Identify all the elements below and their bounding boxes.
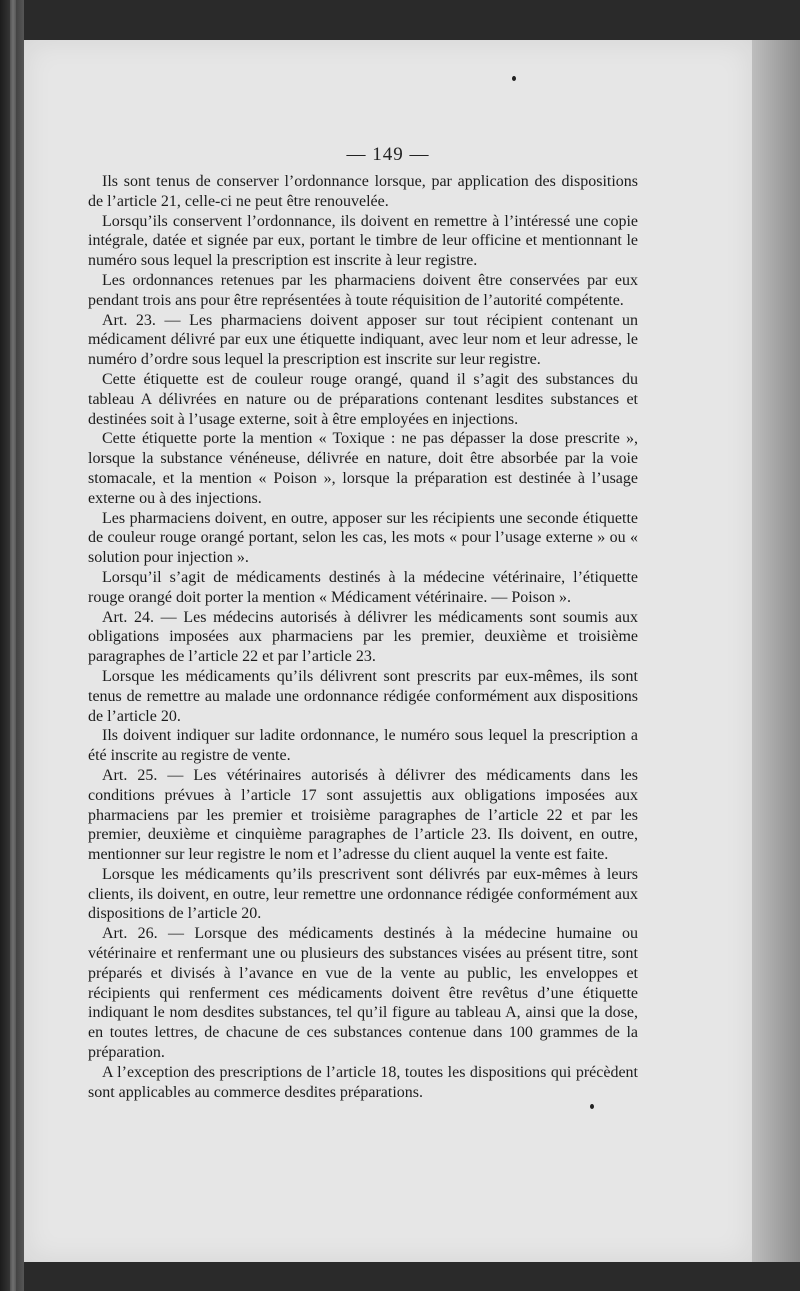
paragraph: Lorsqu’ils conservent l’ordonnance, ils doivent en remettre à l’intéressé une copie intégrale, datée et signée par eux, portant le timbre de leur officine et mentionnant le numéro sous lequel la prescription est inscrite à leur registre.	[88, 212, 638, 270]
paragraph-article-25: Art. 25. — Les vétérinaires autorisés à délivrer des médicaments dans les conditions prévues à l’article 17 sont assujettis aux obligations imposées aux pharmaciens par les premier et troisième paragraphes de l’article 22 et par les premier, deuxième et cinquième paragraphes de l’article 23. Ils doivent, en outre, mentionner sur leur registre le nom et l’adresse du client auquel la vente est faite.	[88, 766, 638, 864]
paragraph: Lorsqu’il s’agit de médicaments destinés à la médecine vétérinaire, l’étiquette rouge orangé doit porter la mention « Médicament vétérinaire. — Poison ».	[88, 568, 638, 606]
ink-speck	[512, 76, 516, 81]
paragraph: A l’exception des prescriptions de l’article 18, toutes les dispositions qui précèdent sont applicables au commerce desdites préparations.	[88, 1063, 638, 1101]
paragraph: Ils doivent indiquer sur ladite ordonnance, le numéro sous lequel la prescription a été inscrite au registre de vente.	[88, 727, 638, 765]
binding-edge	[10, 0, 16, 1291]
paragraph-article-24: Art. 24. — Les médecins autorisés à délivrer les médicaments sont soumis aux obligations imposées aux pharmaciens par les premier, deuxième et troisième paragraphes de l’article 22 et par l’article 23.	[88, 608, 638, 666]
paragraph: Cette étiquette est de couleur rouge orangé, quand il s’agit des substances du tableau A délivrées en nature ou de préparations contenant lesdites substances et destinées soit à l’usage externe, soit à être employées en injections.	[88, 370, 638, 428]
page-edge-strip	[752, 40, 800, 1262]
page-number: — 149 —	[346, 144, 430, 165]
paragraph: Cette étiquette porte la mention « Toxique : ne pas dépasser la dose prescrite », lorsque la substance vénéneuse, délivrée en nature, doit être absorbée par la voie stomacale, et la mention « Poison », lorsque la préparation est destinée à l’usage externe ou à des injections.	[88, 430, 638, 507]
paragraph: Lorsque les médicaments qu’ils délivrent sont prescrits par eux-mêmes, ils sont tenus de remettre au malade une ordonnance rédigée conformément aux dispositions de l’article 20.	[88, 667, 638, 725]
book-page	[24, 40, 752, 1262]
paragraph: Ils sont tenus de conserver l’ordonnance lorsque, par application des dispositions de l’article 21, celle-ci ne peut être renouvelée.	[88, 173, 638, 210]
paragraph-article-23: Art. 23. — Les pharmaciens doivent apposer sur tout récipient contenant un médicament délivré par eux une étiquette indiquant, avec leur nom et leur adresse, le numéro d’ordre sous lequel la prescription est inscrite sur leur registre.	[88, 311, 638, 369]
ink-speck	[590, 1104, 594, 1109]
paragraph: Les ordonnances retenues par les pharmaciens doivent être conservées par eux pendant trois ans pour être représentées à toute réquisition de l’autorité compétente.	[88, 271, 638, 309]
body-text	[88, 172, 638, 1102]
paragraph: Lorsque les médicaments qu’ils prescrivent sont délivrés par eux-mêmes à leurs clients, ils doivent, en outre, leur remettre une ordonnance rédigée conformément aux dispositions de l’article 20.	[88, 865, 638, 923]
paragraph-article-26: Art. 26. — Lorsque des médicaments destinés à la médecine humaine ou vétérinaire et renfermant une ou plusieurs des substances visées au présent titre, sont préparés et divisés à l’avance en vue de la vente au public, les enveloppes et récipients qui renferment ces médicaments doivent être revêtus d’une étiquette indiquant le nom desdites substances, tel qu’il figure au tableau A, ainsi que la dose, en toutes lettres, de chacune de ces substances contenue dans 100 grammes de la préparation.	[88, 925, 638, 1062]
paragraph: Les pharmaciens doivent, en outre, apposer sur les récipients une seconde étiquette de couleur rouge orangé portant, selon les cas, les mots « pour l’usage externe » ou « solution pour injection ».	[88, 509, 638, 567]
